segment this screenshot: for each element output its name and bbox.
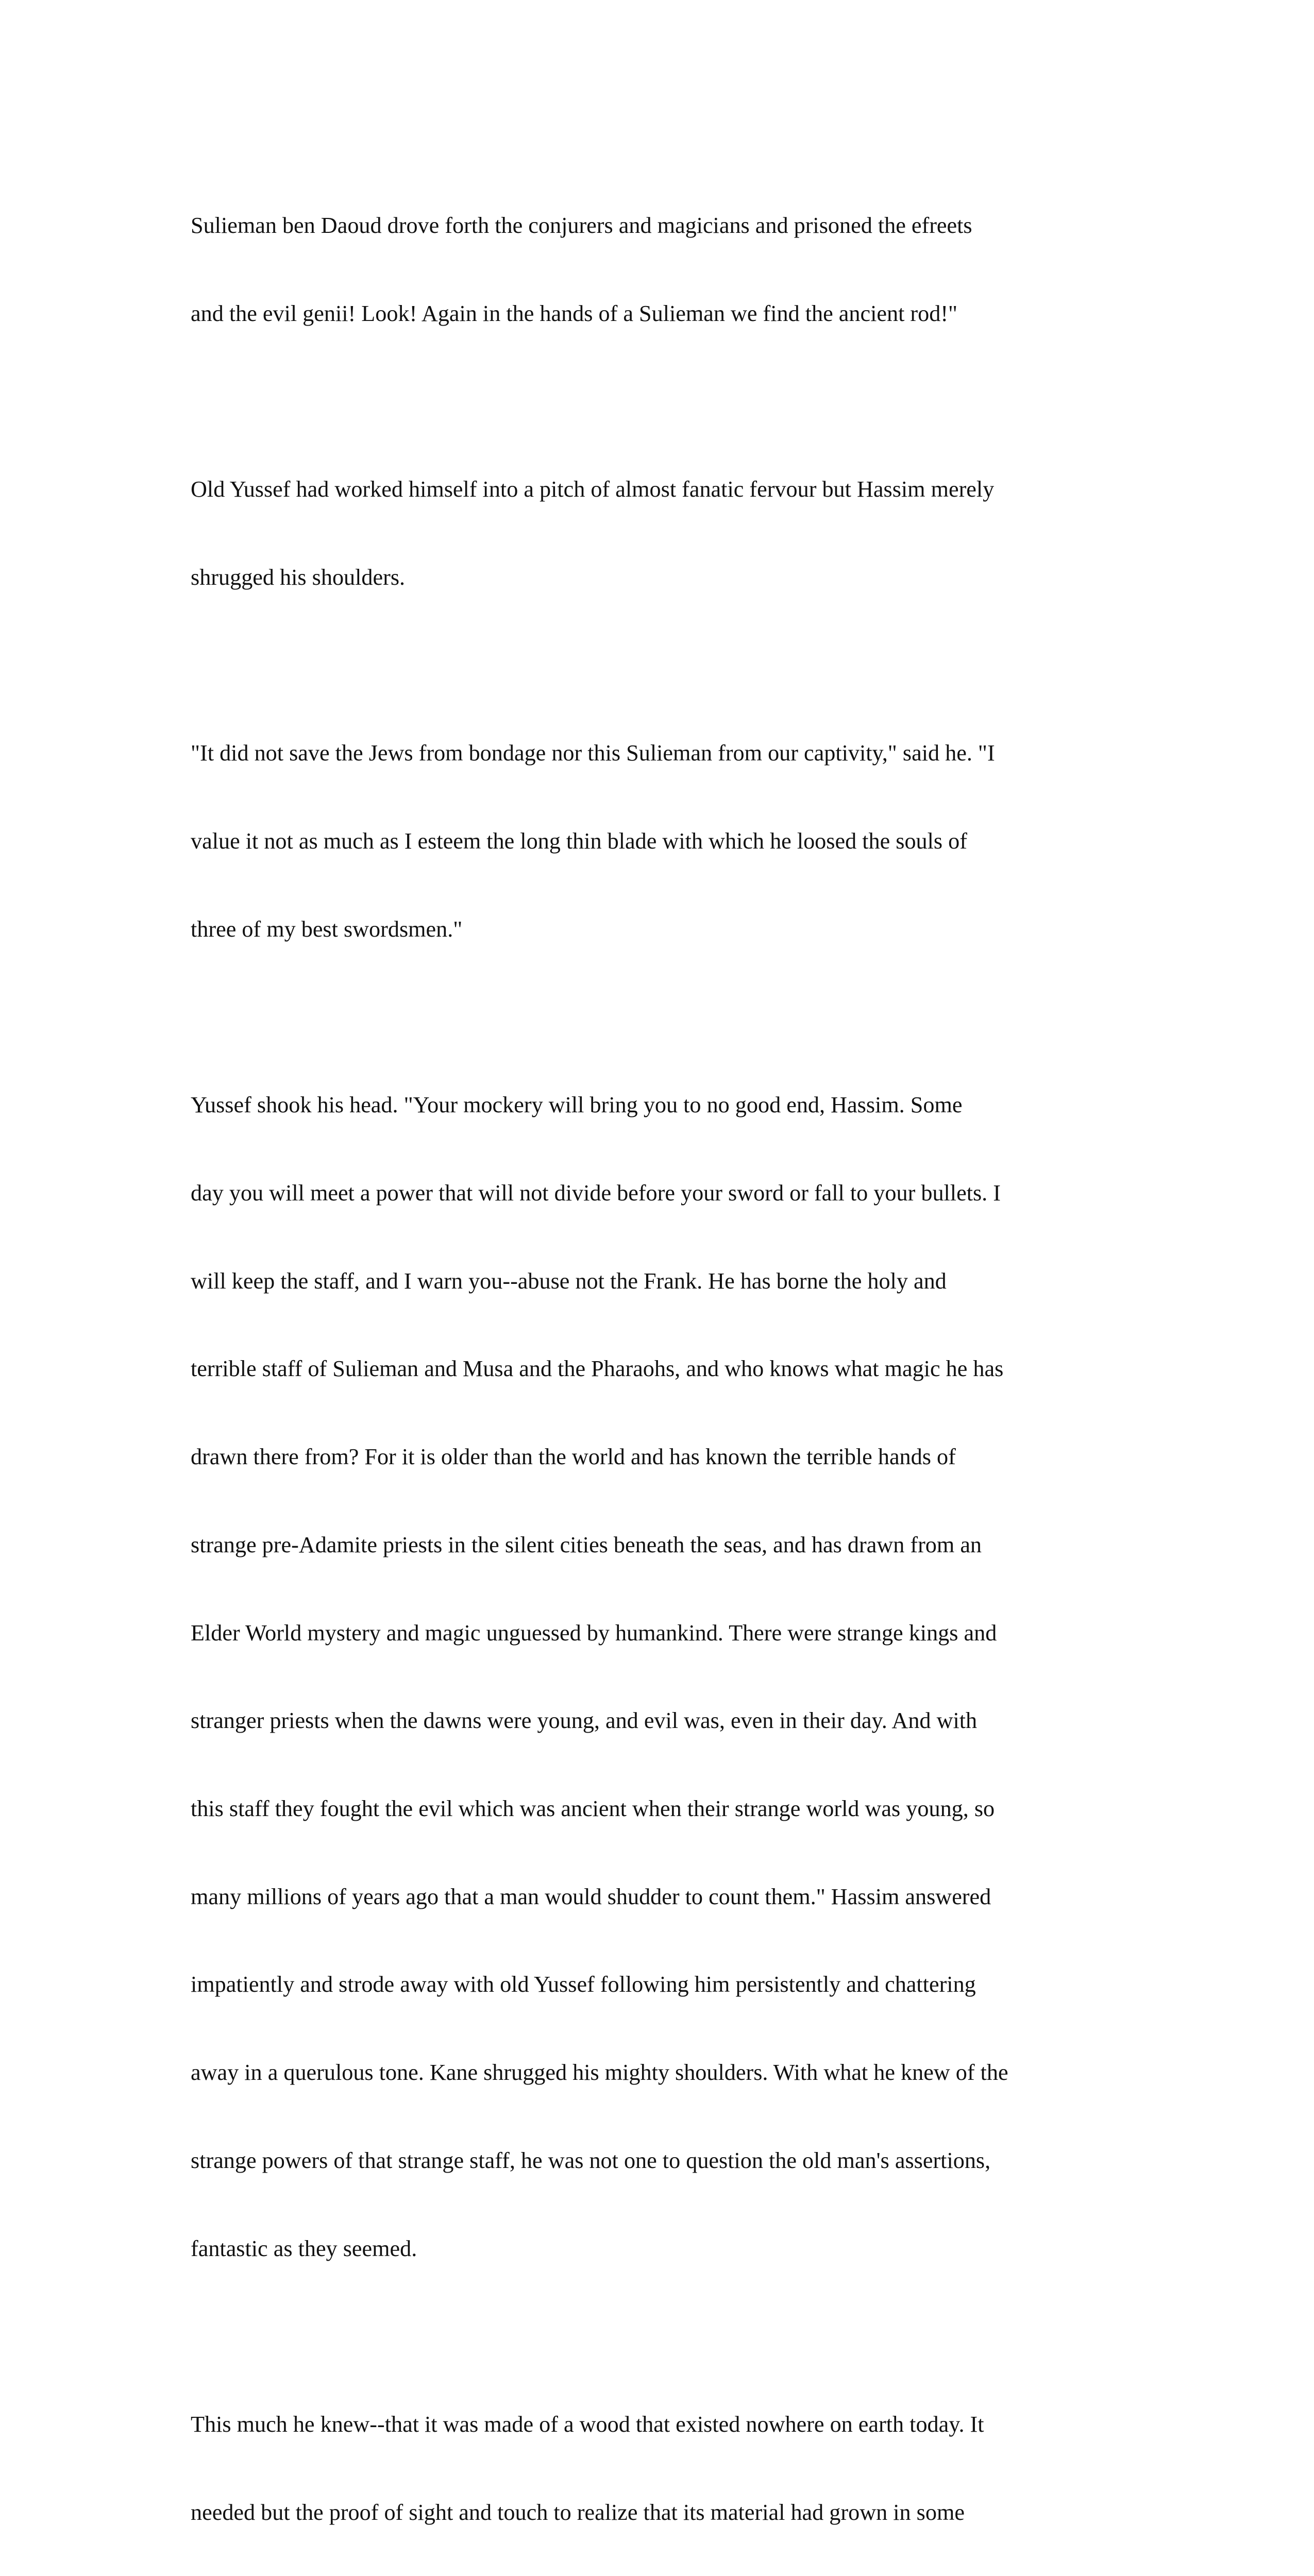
text-line: three of my best swordsmen." <box>191 916 463 942</box>
text-line: stranger priests when the dawns were young, and evil was, even in their day. And with <box>191 1708 978 1734</box>
text-line: fantastic as they seemed. <box>191 2235 417 2261</box>
paragraph-2 <box>191 416 1128 651</box>
text-line: will keep the staff, and I warn you--abuse not the Frank. He has borne the holy and <box>191 1268 947 1294</box>
text-line: strange powers of that strange staff, he was not one to question the old man's assertions, <box>191 2147 991 2173</box>
paragraph-4 <box>191 1032 1128 2322</box>
text-line: impatiently and strode away with old Yussef following him persistently and chattering <box>191 1972 976 1997</box>
paragraph-1 <box>191 152 1128 387</box>
text-line: terrible staff of Sulieman and Musa and the Pharaohs, and who knows what magic he has <box>191 1356 1004 1382</box>
paragraph-5 <box>191 2351 1128 2576</box>
text-line: many millions of years ago that a man would shudder to count them." Hassim answered <box>191 1884 991 1909</box>
text-line: Old Yussef had worked himself into a pitch of almost fanatic fervour but Hassim merely <box>191 477 995 502</box>
text-line: Sulieman ben Daoud drove forth the conjurers and magicians and prisoned the efreets <box>191 212 972 238</box>
text-line: day you will meet a power that will not divide before your sword or fall to your bullets. I <box>191 1180 1001 1206</box>
document-page <box>191 152 1128 2576</box>
text-line: drawn there from? For it is older than the world and has known the terrible hands of <box>191 1444 956 1470</box>
text-line: This much he knew--that it was made of a wood that existed nowhere on earth today. It <box>191 2412 984 2437</box>
text-line: and the evil genii! Look! Again in the hands of a Sulieman we find the ancient rod!" <box>191 300 958 326</box>
text-line: needed but the proof of sight and touch to realize that its material had grown in some <box>191 2499 965 2525</box>
text-line: shrugged his shoulders. <box>191 564 406 590</box>
text-line: "It did not save the Jews from bondage nor this Sulieman from our captivity," said he. "I <box>191 740 995 766</box>
text-line: this staff they fought the evil which was ancient when their strange world was young, so <box>191 1796 995 1822</box>
text-line: strange pre-Adamite priests in the silent cities beneath the seas, and has drawn from an <box>191 1532 982 1557</box>
paragraph-3 <box>191 681 1128 1003</box>
text-line: Elder World mystery and magic unguessed by humankind. There were strange kings and <box>191 1620 997 1646</box>
text-line: value it not as much as I esteem the long thin blade with which he loosed the souls of <box>191 828 967 854</box>
text-line: Yussef shook his head. "Your mockery will bring you to no good end, Hassim. Some <box>191 1092 963 1118</box>
text-line: away in a querulous tone. Kane shrugged his mighty shoulders. With what he knew of the <box>191 2060 1008 2086</box>
